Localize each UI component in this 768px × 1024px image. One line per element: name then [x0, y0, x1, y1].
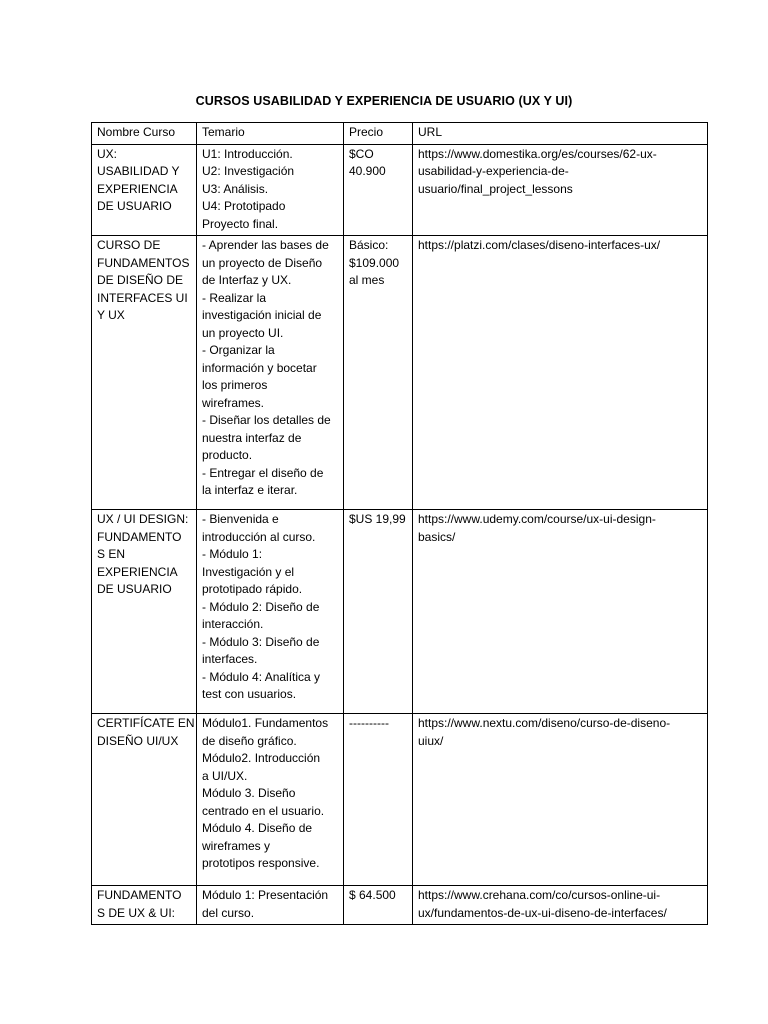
temario-line: - Módulo 3: Diseño de	[202, 634, 320, 649]
temario-line: centrado en el usuario.	[202, 803, 325, 818]
table-row	[92, 144, 708, 236]
course-name-line: S EN	[97, 547, 126, 561]
temario-line: - Aprender las bases de	[202, 238, 329, 252]
header-precio: Precio	[344, 123, 413, 145]
document-title: CURSOS USABILIDAD Y EXPERIENCIA DE USUARIO (UX Y UI)	[195, 94, 573, 108]
temario-line: interfaces.	[202, 652, 258, 666]
temario-line: U2: Investigación	[202, 164, 295, 178]
price-line: al mes	[349, 273, 385, 287]
temario-cell	[197, 714, 344, 886]
table-row	[92, 886, 708, 925]
temario-line: Proyecto final.	[202, 216, 279, 231]
temario-line: producto.	[202, 448, 253, 462]
temario-line: - Módulo 4: Analítica y	[202, 669, 321, 684]
temario-line: wireframes.	[202, 395, 265, 410]
course-name-cell	[92, 236, 197, 510]
url-link-line[interactable]: uiux/	[418, 733, 444, 748]
url-cell	[413, 886, 708, 925]
course-name-line: FUNDAMENTO	[97, 529, 182, 544]
url-cell	[413, 144, 708, 236]
temario-line: introducción al curso.	[202, 529, 316, 544]
temario-cell	[197, 236, 344, 510]
price-line: Básico:	[349, 238, 389, 252]
temario-line: la interfaz e iterar.	[202, 483, 298, 497]
course-name-cell	[92, 886, 197, 925]
url-link-line[interactable]: https://www.crehana.com/co/cursos-online-ui-	[418, 888, 661, 902]
temario-line: de Interfaz y UX.	[202, 273, 292, 287]
course-name-line: UX / UI DESIGN:	[97, 512, 189, 526]
price-cell	[344, 236, 413, 510]
temario-line: investigación inicial de	[202, 308, 322, 322]
course-name-line: FUNDAMENTOS	[97, 255, 190, 270]
url-cell	[413, 714, 708, 886]
temario-line: Investigación y el	[202, 564, 295, 579]
price-line: $US 19,99	[349, 512, 406, 526]
temario-line: wireframes y	[202, 838, 271, 853]
price-line: 40.900	[349, 164, 386, 178]
temario-line: - Módulo 2: Diseño de	[202, 599, 320, 614]
temario-line: - Realizar la	[202, 290, 267, 305]
table-row	[92, 236, 708, 510]
price-cell	[344, 144, 413, 236]
course-name-line: DE USUARIO	[97, 582, 172, 596]
temario-line: un proyecto UI.	[202, 325, 284, 340]
course-name-line: UX:	[97, 146, 118, 161]
temario-line: test con usuarios.	[202, 687, 297, 701]
temario-cell	[197, 144, 344, 236]
course-name-line: INTERFACES UI	[97, 290, 188, 305]
table-row	[92, 714, 708, 886]
temario-line: prototipos responsive.	[202, 856, 320, 870]
table-header-row	[92, 123, 708, 145]
course-name-line: EXPERIENCIA	[97, 564, 178, 579]
course-name-line: FUNDAMENTO	[97, 888, 182, 902]
temario-line: U4: Prototipado	[202, 199, 286, 213]
temario-line: nuestra interfaz de	[202, 430, 302, 445]
price-cell	[344, 886, 413, 925]
courses-table	[91, 122, 708, 925]
course-name-line: CURSO DE	[97, 238, 161, 252]
temario-line: Módulo 1: Presentación	[202, 888, 329, 902]
temario-line: un proyecto de Diseño	[202, 255, 323, 270]
price-cell	[344, 510, 413, 714]
course-name-line: USABILIDAD Y	[97, 164, 180, 178]
temario-line: a UI/UX.	[202, 768, 248, 783]
temario-line: - Módulo 1:	[202, 547, 263, 561]
price-line: $ 64.500	[349, 888, 396, 902]
course-name-cell	[92, 510, 197, 714]
course-name-line: Y UX	[97, 308, 125, 322]
temario-line: - Organizar la	[202, 343, 275, 357]
temario-line: Módulo 4. Diseño de	[202, 821, 313, 835]
header-url: URL	[413, 123, 708, 145]
temario-line: U1: Introducción.	[202, 146, 293, 161]
url-link-line[interactable]: https://www.domestika.org/es/courses/62-ux-	[418, 146, 657, 161]
url-cell	[413, 236, 708, 510]
url-link-line[interactable]: usuario/final_project_lessons	[418, 181, 573, 196]
table-row	[92, 510, 708, 714]
temario-line: los primeros	[202, 378, 268, 392]
course-name-line: DE USUARIO	[97, 199, 172, 213]
course-name-cell	[92, 144, 197, 236]
header-nombre-curso: Nombre Curso	[92, 123, 197, 145]
header-temario: Temario	[197, 123, 344, 145]
temario-cell	[197, 510, 344, 714]
url-cell	[413, 510, 708, 714]
course-name-cell	[92, 714, 197, 886]
temario-line: del curso.	[202, 905, 255, 920]
url-link-line[interactable]: usabilidad-y-experiencia-de-	[418, 164, 569, 178]
temario-line: - Bienvenida e	[202, 512, 279, 526]
price-line: ----------	[349, 716, 389, 730]
course-name-line: DE DISEÑO DE	[97, 273, 184, 287]
url-link-line[interactable]: https://www.nextu.com/diseno/curso-de-diseno-	[418, 716, 671, 730]
temario-line: de diseño gráfico.	[202, 733, 297, 748]
temario-line: interacción.	[202, 617, 264, 631]
course-name-line: DISEÑO UI/UX	[97, 733, 179, 748]
temario-line: Módulo1. Fundamentos	[202, 716, 329, 730]
course-name-line: S DE UX & UI:	[97, 905, 176, 920]
url-link-line[interactable]: ux/fundamentos-de-ux-ui-diseno-de-interfaces/	[418, 905, 667, 920]
price-line: $109.000	[349, 255, 400, 270]
temario-line: información y bocetar	[202, 360, 317, 375]
price-line: $CO	[349, 146, 374, 161]
temario-line: Módulo 3. Diseño	[202, 786, 296, 800]
temario-cell	[197, 886, 344, 925]
temario-line: - Entregar el diseño de	[202, 465, 324, 480]
url-link-line[interactable]: basics/	[418, 529, 456, 544]
price-cell	[344, 714, 413, 886]
temario-line: prototipado rápido.	[202, 582, 303, 596]
temario-line: U3: Análisis.	[202, 181, 269, 196]
course-name-line: CERTIFÍCATE EN	[97, 716, 195, 730]
course-name-line: EXPERIENCIA	[97, 181, 178, 196]
url-link-line[interactable]: https://www.udemy.com/course/ux-ui-design-	[418, 512, 656, 526]
url-link-line[interactable]: https://platzi.com/clases/diseno-interfaces-ux/	[418, 238, 661, 252]
temario-line: Módulo2. Introducción	[202, 751, 321, 765]
temario-line: - Diseñar los detalles de	[202, 413, 331, 427]
